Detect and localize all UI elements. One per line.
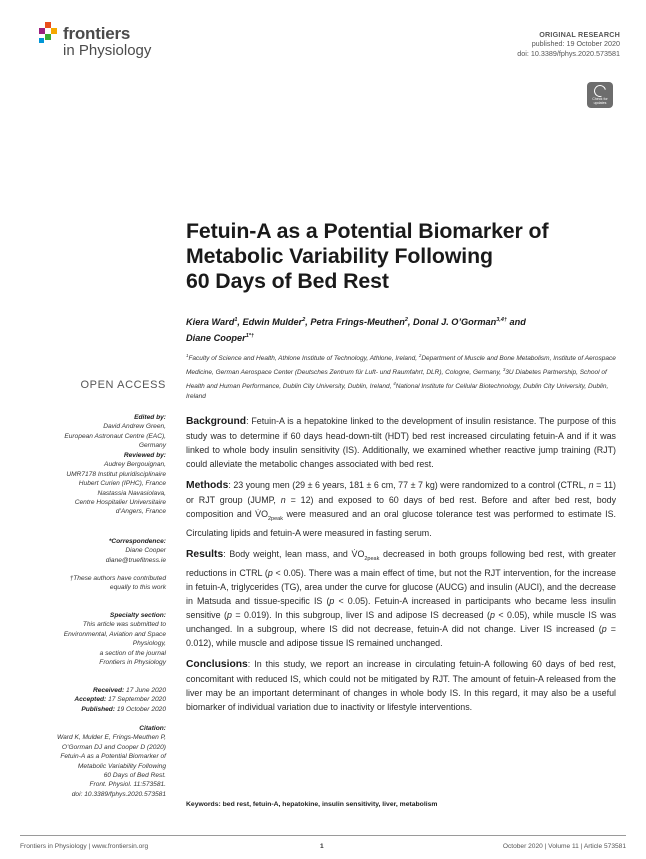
article-meta	[517, 30, 620, 58]
author-list: Kiera Ward$^1$, Edwin Mulder$^2$, Petra Frings-Meuthen$^2$, Donal J. O’Gorman$^{3,4\dagger}$ and Diane Cooper$^{1*\dagger}$	[186, 317, 526, 344]
keywords-label: Keywords:	[186, 801, 221, 808]
article-title	[186, 219, 626, 294]
edited-by-label: Edited by:	[134, 414, 166, 421]
published-date: published: 19 October 2020	[531, 39, 620, 49]
keywords	[186, 801, 616, 808]
doi[interactable]: doi: 10.3389/fphys.2020.573581	[517, 48, 620, 58]
frontiers-logo-icon	[36, 22, 60, 46]
abstract-methods: Methods: 23 young men (29 ± 6 years, 181 ± 6 cm, 77 ± 7 kg) were randomized to a control (CTRL, n = 11) or RJT group (JUMP, n = 12) and exposed to 60 days of bed rest. Before and after bed rest, body composition and $V̇O_{2peak}$ were measured and an oral glucose tolerance test was performed to estimate IS. Circulating lipids and fetuin-A were measured in fasting serum.	[186, 479, 617, 539]
dates: Received: 17 June 2020 Accepted: 17 September 2020 Published: 19 October 2020	[74, 687, 166, 713]
abstract-results: Results: Body weight, lean mass, and $V̇O_{2peak}$ decreased in both groups following bed rest, with greater reductions in CTRL (p < 0.05). There was a main effect of time, but not the RJT intervention, for the increase in fetuin-A, triglycerides (TG), area under the curve for glucose (AUCG) and insulin (AUCI), and the decrease in Matsuda and tissue-specific IS (p < 0.05). Fetuin-A increased in participants who became less insulin sensitive (p = 0.019). In this subgroup, liver IS and adipose IS decreased (p < 0.05), while muscle IS was unchanged. In a subgroup, where IS did not decrease, fetuin-A did not change. Liver IS increased (p = 0.012), while muscle and adipose tissue IS remained unchanged.	[186, 548, 617, 649]
email-link[interactable]: diane@truefitness.ie	[105, 556, 166, 564]
correspondence-label: *Correspondence:	[108, 538, 166, 545]
abstract	[186, 414, 616, 721]
edited-by: Edited by: David Andrew Green, European Astronaut Centre (EAC), Germany	[20, 413, 166, 451]
open-access-label: OPEN ACCESS	[80, 379, 166, 391]
title-line: 60 Days of Bed Rest	[186, 269, 389, 293]
author[interactable]: Kiera Ward$^1$	[186, 317, 238, 328]
citation-doi[interactable]: doi: 10.3389/fphys.2020.573581	[71, 790, 166, 798]
check-updates-label: Check for updates	[592, 97, 608, 105]
author[interactable]: Diane Cooper$^{1*\dagger}$	[186, 333, 254, 344]
abstract-conclusions: Conclusions: In this study, we report an increase in circulating fetuin-A following 60 days of bed rest, concomitant with reduced IS, which could not be mitigated by RJT. The amount of fetuin-A released from the liver may be an important determinant of changes in whole body IS. In this regard, it may also be a useful biomarker of individual variation due to inactivity or lifestyle interventions.	[186, 658, 616, 713]
correspondence: *Correspondence: Diane Cooper diane@truefitness.ie	[20, 537, 166, 565]
reviewer-name[interactable]: Audrey Bergouignan,	[104, 461, 166, 469]
journal-name: in Physiology	[63, 42, 152, 59]
title-line: Metabolic Variability Following	[186, 244, 493, 268]
specialty-label: Specialty section:	[109, 612, 166, 619]
footer-journal[interactable]: Frontiers in Physiology | www.frontiersin.org	[20, 843, 149, 850]
article-type: ORIGINAL RESEARCH	[539, 30, 620, 39]
citation-label: Citation:	[139, 725, 166, 732]
footer-divider	[20, 835, 626, 836]
affiliations: $^1$Faculty of Science and Health, Athlone Institute of Technology, Athlone, Ireland, $^2$Department of Muscle and Bone Metabolism, Institute of Aerospace Medicine, German Aerospace Center (Deutsches Zentrum für Luft- und Raumfahrt, DLR), Cologne, Germany, $^3$3U Diabetes Partnership, School of Health and Human Performance, Dublin City University, Dublin, Ireland, $^4$National Institute for Cellular Biotechnology, Dublin City University, Dublin, Ireland	[186, 353, 616, 401]
author[interactable]: Edwin Mulder$^2$	[242, 317, 306, 328]
editor-name[interactable]: David Andrew Green,	[103, 423, 166, 431]
keywords-list: bed rest, fetuin-A, hepatokine, insulin sensitivity, liver, metabolism	[220, 801, 438, 808]
title-line: Fetuin-A as a Potential Biomarker of	[186, 219, 549, 243]
reviewed-by-label: Reviewed by:	[123, 452, 166, 459]
author[interactable]: Petra Frings-Meuthen$^2$	[310, 317, 408, 328]
journal-brand: frontiers	[63, 24, 131, 43]
journal-logo[interactable]	[36, 22, 176, 66]
check-for-updates-button[interactable]	[587, 82, 613, 108]
page-number: 1	[320, 843, 324, 850]
specialty-section: Specialty section: This article was submitted to Environmental, Aviation and Space Physiology, a section of the journal Frontiers in Physiology	[20, 611, 166, 667]
footer-issue: October 2020 | Volume 11 | Article 573581	[502, 843, 626, 850]
abstract-background: Background: Fetuin-A is a hepatokine linked to the development of insulin resistance. The purpose of this study was to determine if 60 days head-down-tilt (HDT) bed rest increased circulating fetuin-A and if it was linked to whole body insulin sensitivity (IS). Additionally, we examined whether reactive jump training (RJT) could alleviate the metabolic changes associated with bed rest.	[186, 416, 616, 470]
citation: Citation: Ward K, Mulder E, Frings-Meuthen P, O’Gorman DJ and Cooper D (2020) Fetuin-A as a Potential Biomarker of Metabolic Variability Following 60 Days of Bed Rest. Front. Physiol. 11:573581. doi: 10.3389/fphys.2020.573581	[20, 724, 166, 799]
reviewed-by: Reviewed by: Audrey Bergouignan, UMR7178 Institut pluridisciplinaire Hubert Curien (IPHC), France Nastassia Navasiolava, Centre Hospitalier Universitaire d’Angers, France	[20, 451, 166, 517]
author[interactable]: Donal J. O’Gorman$^{3,4\dagger}$	[413, 317, 507, 328]
reviewer-name[interactable]: Nastassia Navasiolava,	[97, 489, 166, 497]
equal-contribution-note: †These authors have contributed equally to this work	[69, 575, 166, 592]
